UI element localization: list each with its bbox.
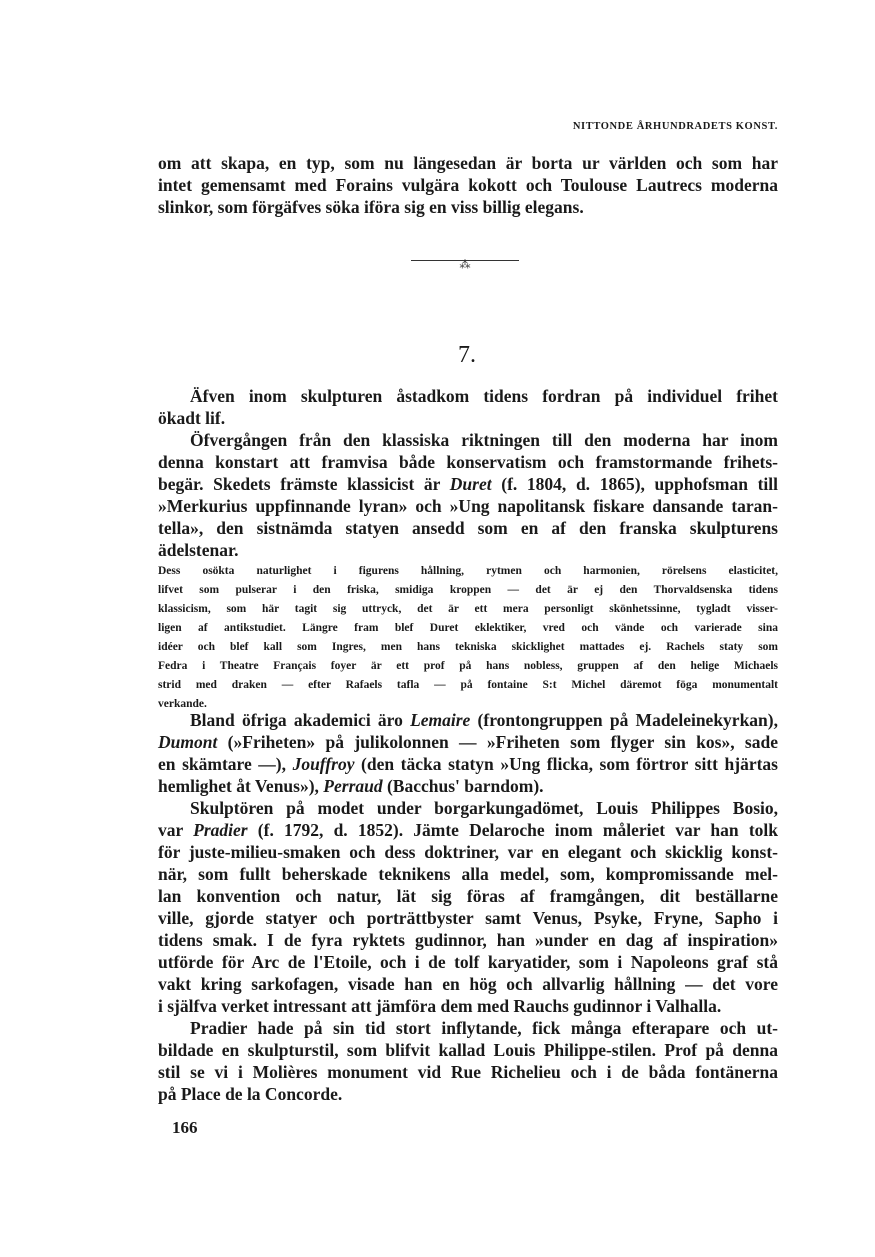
text-segment: en skämtare —),: [158, 754, 293, 774]
small-print-paragraph: [158, 562, 778, 714]
artist-name: Duret: [449, 474, 492, 494]
text-line: på Place de la Concorde.: [158, 1084, 343, 1104]
section-number: 7.: [458, 342, 476, 368]
small-text-line: lifvet som pulserar i den friska, smidiga kroppen — det är ej den Thorvaldsenska tidens: [158, 584, 778, 596]
text-segment: Bland öfriga akademici äro: [190, 710, 411, 730]
small-text-line: Dess osökta naturlighet i figurens hållning, rytmen och harmonien, rörelsens elasticitet,: [158, 565, 778, 577]
text-line: vakt kring sarkofagen, visade han en hög och allvarlig hållning — det vore: [158, 974, 778, 994]
text-line: »Merkurius uppfinnande lyran» och »Ung napolitansk fiskare dansande taran-: [158, 496, 778, 516]
small-text-line: idéer och blef kall som Ingres, men hans tekniska skicklighet mattades ej. Rachels staty som: [158, 641, 778, 653]
artist-name: Perraud: [323, 776, 383, 796]
small-text-line: verkande.: [158, 698, 207, 710]
small-text-line: strid med draken — efter Rafaels tafla — på fontaine S:t Michel däremot föga monumentalt: [158, 679, 778, 691]
paragraph-2: [158, 429, 778, 561]
text-line: stil se vi i Molières monument vid Rue Richelieu och i de båda fontänerna: [158, 1062, 778, 1082]
ornament-icon: ⁂: [459, 259, 471, 271]
page-number: 166: [172, 1118, 198, 1137]
text-line: ökadt lif.: [158, 408, 226, 428]
text-line: [158, 775, 778, 797]
text-segment: (»Friheten» på julikolonnen — »Friheten som flyger sin kos», sade: [217, 732, 778, 752]
text-line: i själfva verket intressant att jämföra dem med Rauchs gudinnor i Valhalla.: [158, 996, 722, 1016]
text-segment: (den täcka statyn »Ung flicka, som förtror sitt hjärtas: [354, 754, 778, 774]
text-line: lan konvention och natur, lät sig föras af framgången, dit beställarne: [158, 886, 778, 906]
small-text-line: Fedra i Theatre Français foyer är ett prof på hans nobless, gruppen af den helige Michaels: [158, 660, 778, 672]
text-segment: begär. Skedets främste klassicist är: [158, 474, 450, 494]
text-line: ädelstenar.: [158, 540, 239, 560]
paragraph-4: [158, 797, 778, 1017]
running-header: NITTONDE ÅRHUNDRADETS KONST.: [572, 121, 778, 132]
text-line: Öfvergången från den klassiska riktningen till den moderna har inom: [190, 430, 778, 450]
small-text-line: ligen af antikstudiet. Längre fram blef Duret eklektiker, vred och vände och varierade sina: [158, 622, 778, 634]
artist-name: Jouffroy: [292, 754, 355, 774]
text-line: [158, 473, 778, 495]
text-segment: var: [158, 820, 194, 840]
text-line: intet gemensamt med Forains vulgära kokott och Toulouse Lautrecs moderna: [158, 175, 778, 195]
text-line: Pradier hade på sin tid stort inflytande, fick många efterapare och ut-: [190, 1018, 778, 1038]
text-line: slinkor, som förgäfves söka iföra sig en viss billig elegans.: [158, 197, 584, 217]
text-line: ville, gjorde statyer och porträttbyster samt Venus, Psyke, Fryne, Sapho i: [158, 908, 778, 928]
paragraph-5: [158, 1017, 778, 1105]
artist-name: Pradier: [193, 820, 248, 840]
text-line: om att skapa, en typ, som nu längesedan är borta ur världen och som har: [158, 153, 778, 173]
text-line: bildade en skulpturstil, som blifvit kallad Louis Philippe-stilen. Prof på denna: [158, 1040, 778, 1060]
text-line: för juste-milieu-smaken och dess doktriner, var en elegant och skicklig konst-: [158, 842, 778, 862]
text-line: utförde för Arc de l'Etoile, och i de tolf karyatider, som i Napoleons graf stå: [158, 952, 778, 972]
artist-name: Dumont: [158, 732, 218, 752]
text-line: [158, 819, 778, 841]
text-segment: (f. 1804, d. 1865), upphofsman till: [491, 474, 778, 494]
text-line: Äfven inom skulpturen åstadkom tidens fordran på individuel frihet: [190, 386, 778, 406]
text-line: när, som fullt beherskade teknikens alla medel, som, kompromissande mel-: [158, 864, 778, 884]
paragraph-3: [158, 709, 778, 797]
text-segment: (Bacchus' barndom).: [382, 776, 544, 796]
small-text-line: klassicism, som här tagit sig uttryck, det är ett mera personligt skönhetssinne, tygladt visser-: [158, 603, 778, 615]
text-segment: hemlighet åt Venus»),: [158, 776, 324, 796]
text-line: denna konstart att framvisa både konservatism och framstormande frihets-: [158, 452, 778, 472]
text-line: Skulptören på modet under borgarkungadömet, Louis Philippes Bosio,: [190, 798, 778, 818]
text-line: [158, 731, 778, 753]
text-segment: (f. 1792, d. 1852). Jämte Delaroche inom måleriet var han tolk: [247, 820, 778, 840]
intro-paragraph: [158, 152, 778, 218]
text-line: tella», den sistnämda statyen ansedd som en af den franska skulpturens: [158, 518, 778, 538]
text-line: [158, 753, 778, 775]
paragraph-1: [158, 385, 778, 429]
text-line: [158, 709, 778, 731]
text-line: tidens smak. I de fyra ryktets gudinnor, han »under en dag af inspiration»: [158, 930, 778, 950]
artist-name: Lemaire: [410, 710, 471, 730]
text-segment: (frontongruppen på Madeleinekyrkan),: [470, 710, 778, 730]
